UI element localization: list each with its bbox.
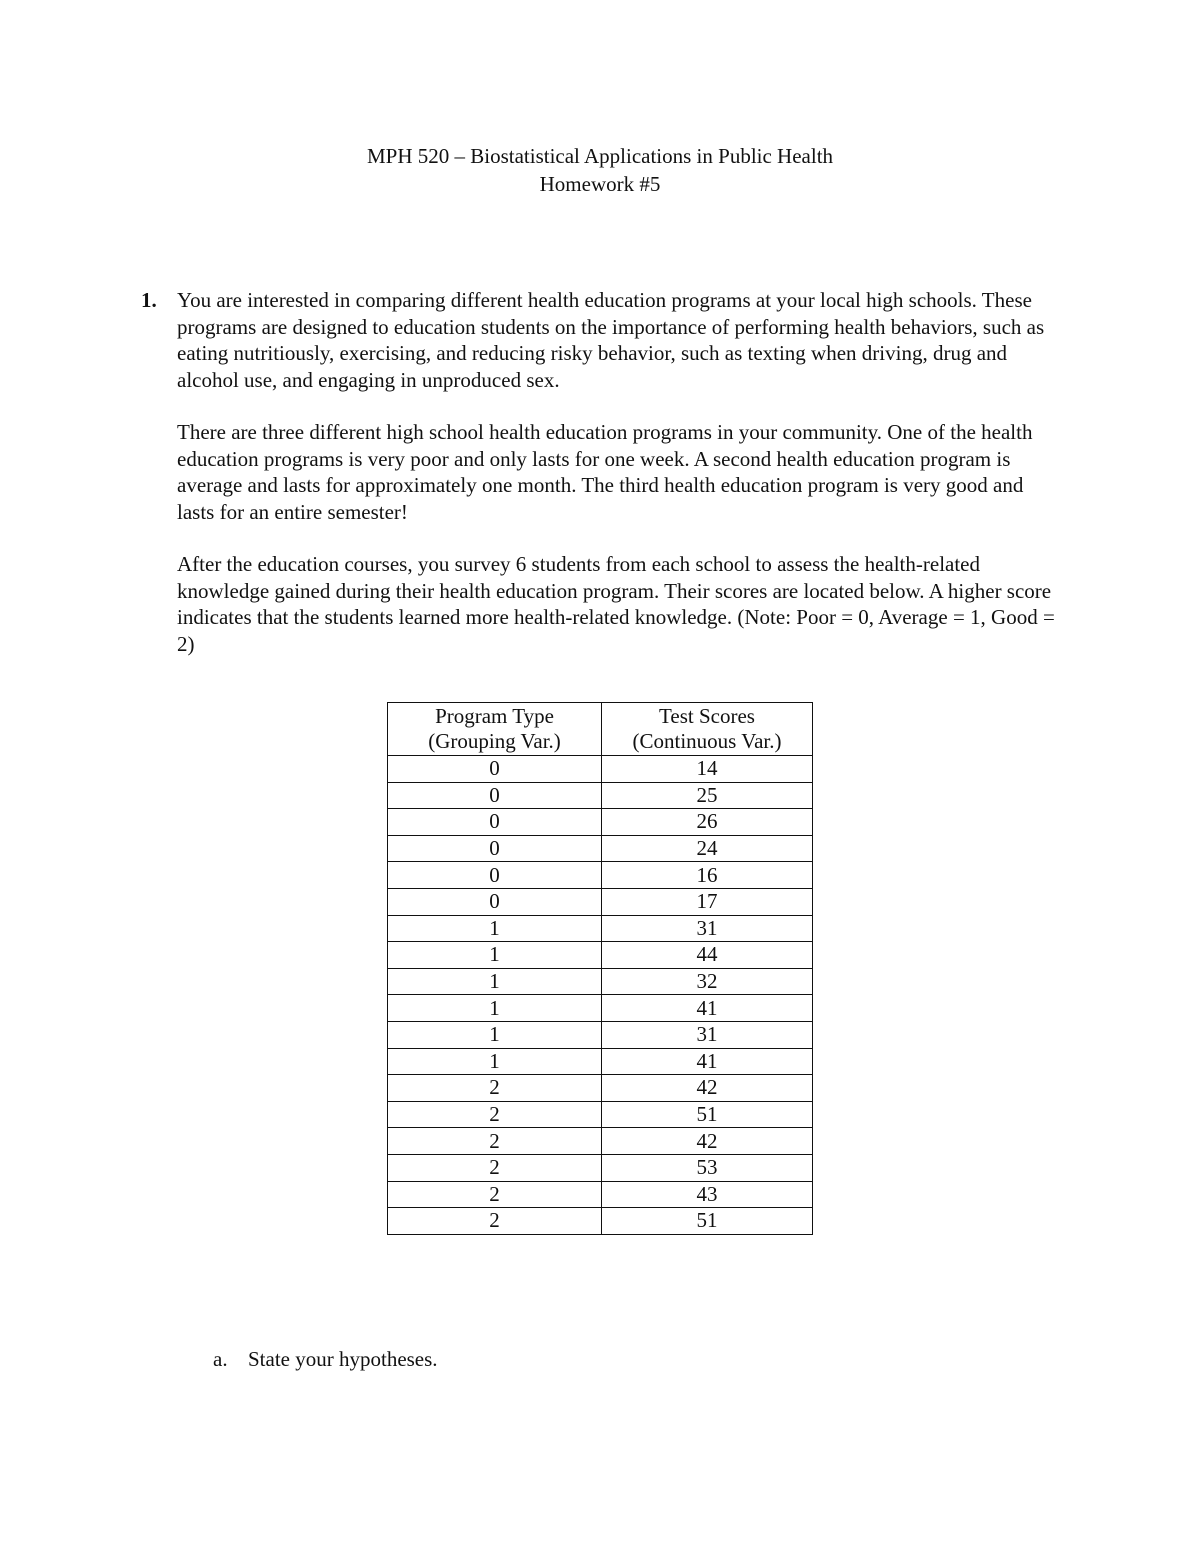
test-score-cell: 53 xyxy=(602,1154,813,1181)
program-type-cell: 0 xyxy=(388,782,602,809)
test-score-cell: 51 xyxy=(602,1208,813,1235)
test-score-cell: 17 xyxy=(602,888,813,915)
test-score-cell: 16 xyxy=(602,862,813,889)
test-score-cell: 24 xyxy=(602,835,813,862)
header-program-type-line2: (Grouping Var.) xyxy=(428,729,561,753)
program-type-cell: 0 xyxy=(388,888,602,915)
document-header xyxy=(0,142,1200,198)
table-row xyxy=(388,968,813,995)
table-row xyxy=(388,756,813,783)
program-type-cell: 2 xyxy=(388,1101,602,1128)
program-type-cell: 0 xyxy=(388,756,602,783)
test-score-cell: 41 xyxy=(602,995,813,1022)
test-score-cell: 31 xyxy=(602,915,813,942)
test-score-cell: 42 xyxy=(602,1075,813,1102)
test-score-cell: 42 xyxy=(602,1128,813,1155)
table-row xyxy=(388,995,813,1022)
sub-question-letter: a. xyxy=(213,1347,228,1371)
program-type-cell: 1 xyxy=(388,915,602,942)
table-row xyxy=(388,1208,813,1235)
question-number: 1. xyxy=(141,288,157,312)
program-type-cell: 0 xyxy=(388,835,602,862)
test-score-cell: 44 xyxy=(602,942,813,969)
program-type-cell: 2 xyxy=(388,1181,602,1208)
test-score-cell: 51 xyxy=(602,1101,813,1128)
question-1 xyxy=(141,287,1061,683)
header-test-scores xyxy=(602,703,813,756)
test-score-cell: 14 xyxy=(602,756,813,783)
program-type-cell: 1 xyxy=(388,1048,602,1075)
header-test-scores-line2: (Continuous Var.) xyxy=(632,729,782,753)
test-score-cell: 43 xyxy=(602,1181,813,1208)
table-row xyxy=(388,915,813,942)
question-paragraph-2: There are three different high school health education programs in your community. One of the health education programs is very poor and only lasts for one week. A second health education program is average and lasts for approximately one month. The third health education program is very good and lasts for an entire semester! xyxy=(177,420,1033,524)
sub-question-text: State your hypotheses. xyxy=(248,1347,438,1371)
table-row xyxy=(388,1154,813,1181)
table-row xyxy=(388,1101,813,1128)
program-type-cell: 2 xyxy=(388,1208,602,1235)
table-row xyxy=(388,888,813,915)
table-row xyxy=(388,942,813,969)
program-type-cell: 1 xyxy=(388,942,602,969)
table-row xyxy=(388,1075,813,1102)
table-body xyxy=(388,756,813,1235)
program-type-cell: 0 xyxy=(388,809,602,836)
assignment-title: Homework #5 xyxy=(539,172,661,196)
table-header-row xyxy=(388,703,813,756)
table-row xyxy=(388,862,813,889)
question-paragraph-1: You are interested in comparing different health education programs at your local high schools. These programs are designed to education students on the importance of performing health behaviors, such as eating nutritiously, exercising, and reducing risky behavior, such as texting when driving, drug and alcohol use, and engaging in unproduced sex. xyxy=(177,288,1045,392)
sub-question-a xyxy=(213,1345,438,1373)
program-type-cell: 0 xyxy=(388,862,602,889)
program-type-cell: 1 xyxy=(388,1021,602,1048)
test-score-cell: 32 xyxy=(602,968,813,995)
program-type-cell: 1 xyxy=(388,995,602,1022)
scores-table xyxy=(387,702,813,1235)
question-paragraph-3: After the education courses, you survey 6 students from each school to assess the health-related knowledge gained during their health education program. Their scores are located below. A higher score indicates that the students learned more health-related knowledge. (Note: Poor = 0, Average = 1, Good = 2) xyxy=(177,552,1055,656)
question-body xyxy=(177,287,1061,657)
test-score-cell: 25 xyxy=(602,782,813,809)
table-row xyxy=(388,809,813,836)
test-score-cell: 31 xyxy=(602,1021,813,1048)
table-row xyxy=(388,835,813,862)
table-row xyxy=(388,1128,813,1155)
header-program-type xyxy=(388,703,602,756)
table-row xyxy=(388,782,813,809)
course-title: MPH 520 – Biostatistical Applications in Public Health xyxy=(366,144,834,168)
test-score-cell: 26 xyxy=(602,809,813,836)
test-score-cell: 41 xyxy=(602,1048,813,1075)
program-type-cell: 2 xyxy=(388,1154,602,1181)
table-row xyxy=(388,1021,813,1048)
header-test-scores-line1: Test Scores xyxy=(659,704,755,728)
table-row xyxy=(388,1048,813,1075)
program-type-cell: 2 xyxy=(388,1075,602,1102)
program-type-cell: 1 xyxy=(388,968,602,995)
table-row xyxy=(388,1181,813,1208)
header-program-type-line1: Program Type xyxy=(435,704,554,728)
program-type-cell: 2 xyxy=(388,1128,602,1155)
